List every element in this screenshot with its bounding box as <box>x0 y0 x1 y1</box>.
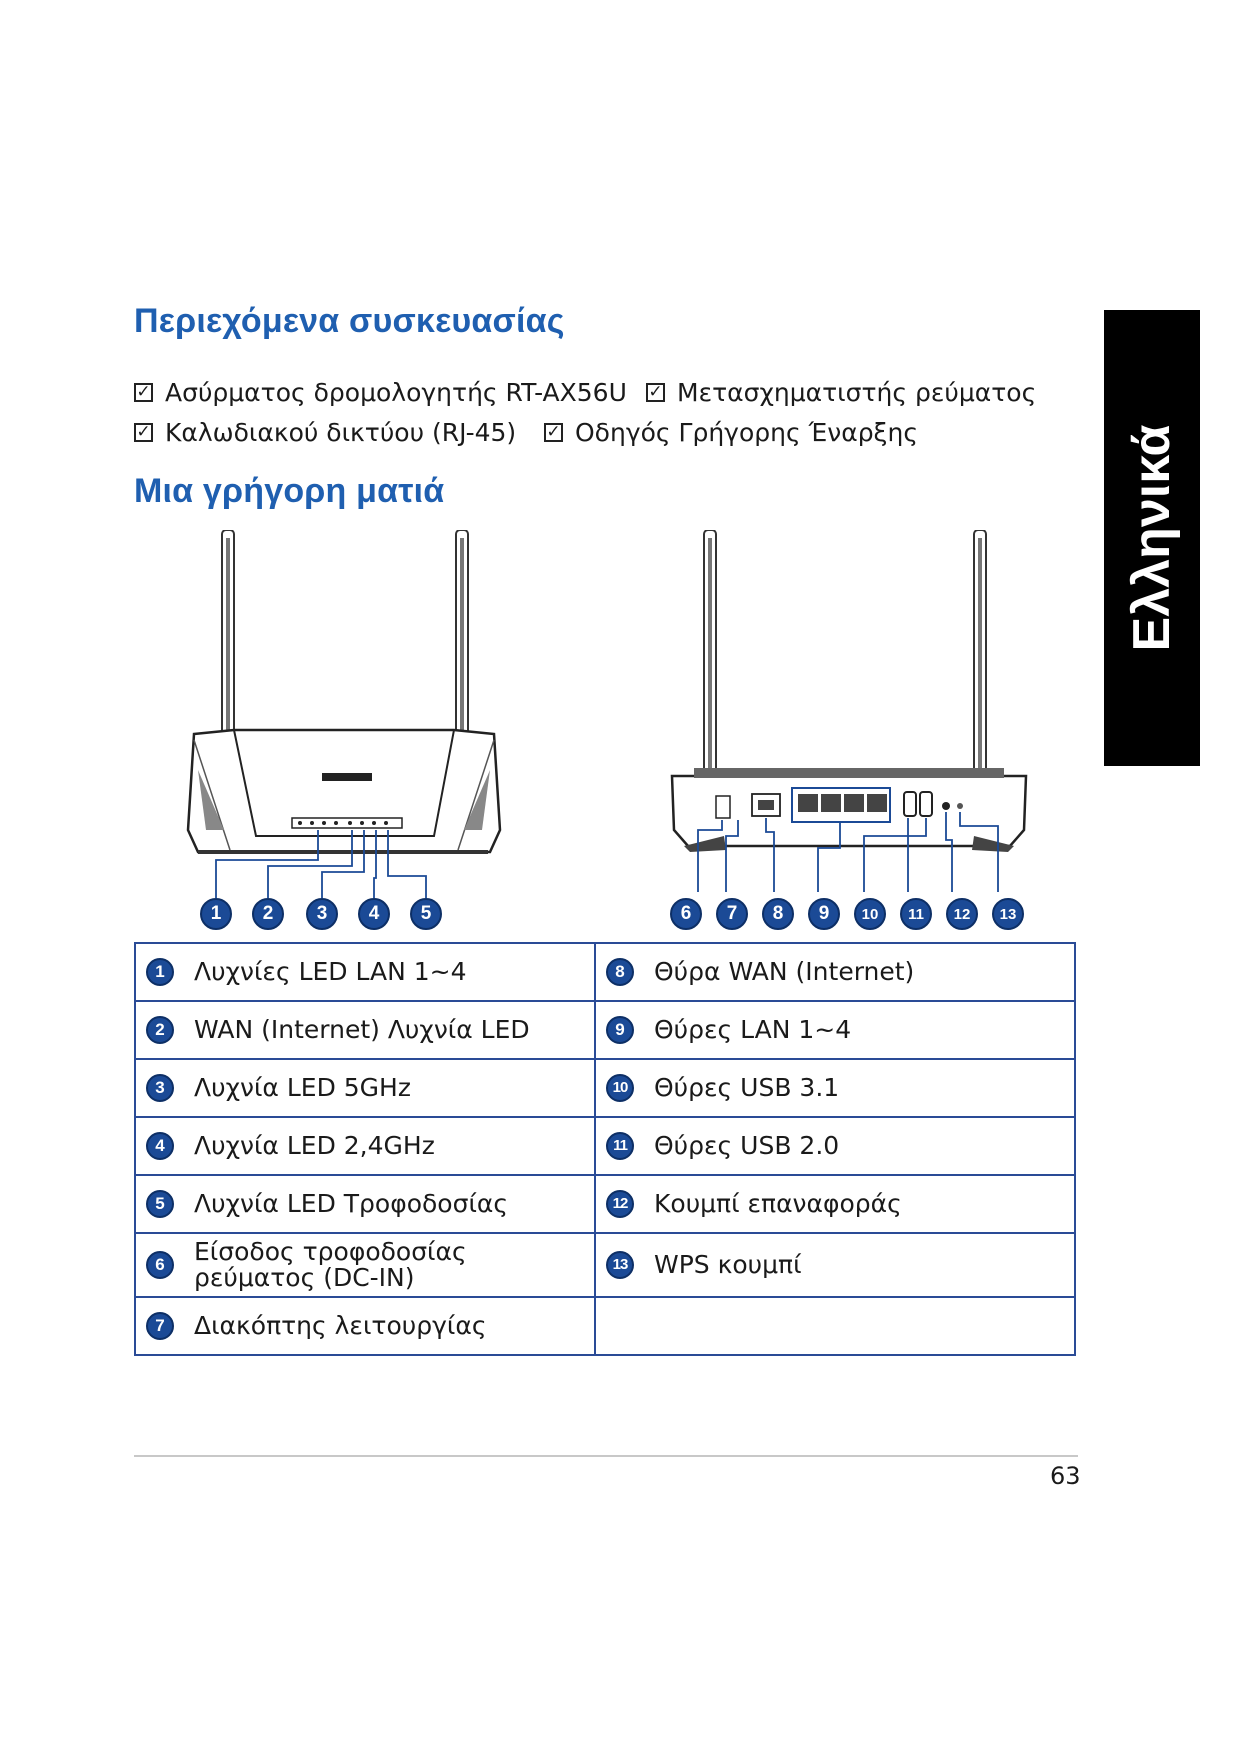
table-row <box>135 1175 1075 1233</box>
legend-cell <box>595 1059 1075 1117</box>
legend-label: Λυχνίες LED LAN 1~4 <box>194 956 467 986</box>
legend-cell <box>135 943 595 1001</box>
language-label: Ελληνικά <box>1123 424 1181 652</box>
legend-label: Λυχνία LED 2,4GHz <box>194 1130 435 1160</box>
package-item-label: Ασύρματος δρομολογητής RT-AX56U <box>165 378 627 407</box>
package-item <box>646 378 1036 407</box>
router-front-illustration <box>134 530 504 920</box>
callout-8: 8 <box>762 898 794 930</box>
legend-cell <box>595 1297 1075 1355</box>
package-item <box>134 378 627 407</box>
callout-1: 1 <box>200 898 232 930</box>
legend-cell <box>135 1233 595 1297</box>
legend-number: 1 <box>146 958 174 986</box>
antenna-icon <box>222 530 234 750</box>
language-side-tab <box>1104 310 1200 766</box>
antenna-icon <box>704 530 716 800</box>
legend-label: Θύρες LAN 1~4 <box>654 1014 852 1044</box>
legend-number: 3 <box>146 1074 174 1102</box>
callout-3: 3 <box>306 898 338 930</box>
legend-cell <box>135 1059 595 1117</box>
legend-label: WAN (Internet) Λυχνία LED <box>194 1014 530 1044</box>
table-row <box>135 1059 1075 1117</box>
antenna-icon <box>456 530 468 750</box>
legend-cell <box>595 1175 1075 1233</box>
router-body-icon <box>188 730 500 854</box>
legend-cell <box>595 1233 1075 1297</box>
callout-2: 2 <box>252 898 284 930</box>
callout-13: 13 <box>992 898 1024 930</box>
callout-11: 11 <box>900 898 932 930</box>
table-row <box>135 1297 1075 1355</box>
router-body-icon <box>672 768 1026 852</box>
legend-label: Λυχνία LED Τροφοδοσίας <box>194 1188 509 1218</box>
checkbox-icon: ✓ <box>134 423 153 442</box>
legend-table <box>134 942 1076 1356</box>
legend-cell <box>135 1175 595 1233</box>
legend-number: 6 <box>146 1251 174 1279</box>
checkbox-icon: ✓ <box>134 383 153 402</box>
package-item-label: Οδηγός Γρήγορης Έναρξης <box>575 418 919 447</box>
legend-number: 11 <box>606 1132 634 1160</box>
callout-9: 9 <box>808 898 840 930</box>
table-row <box>135 1233 1075 1297</box>
package-item-label: Καλωδιακού δικτύου (RJ-45) <box>165 418 517 447</box>
legend-label: Κουμπί επαναφοράς <box>654 1188 902 1218</box>
legend-number: 8 <box>606 958 634 986</box>
legend-label: Είσοδος τροφοδοσίας ρεύματος (DC-IN) <box>194 1236 467 1292</box>
legend-label: Θύρες USB 3.1 <box>654 1072 840 1102</box>
legend-cell <box>595 943 1075 1001</box>
legend-number: 7 <box>146 1312 174 1340</box>
package-item <box>134 418 516 447</box>
legend-label: Θύρες USB 2.0 <box>654 1130 840 1160</box>
legend-cell <box>135 1297 595 1355</box>
checkbox-icon: ✓ <box>544 423 563 442</box>
legend-number: 12 <box>606 1190 634 1218</box>
legend-cell <box>595 1001 1075 1059</box>
legend-cell <box>595 1117 1075 1175</box>
package-item-label: Μετασχηματιστής ρεύματος <box>677 378 1037 407</box>
callout-5: 5 <box>410 898 442 930</box>
legend-number: 9 <box>606 1016 634 1044</box>
package-contents-heading: Περιεχόμενα συσκευασίας <box>134 302 565 340</box>
legend-label: Λυχνία LED 5GHz <box>194 1072 411 1102</box>
legend-number: 4 <box>146 1132 174 1160</box>
table-row <box>135 1001 1075 1059</box>
antenna-icon <box>974 530 986 800</box>
callout-12: 12 <box>946 898 978 930</box>
legend-number: 10 <box>606 1074 634 1102</box>
legend-label: Θύρα WAN (Internet) <box>654 956 915 986</box>
callout-4: 4 <box>358 898 390 930</box>
router-back-illustration <box>654 530 1044 920</box>
callout-7: 7 <box>716 898 748 930</box>
page-number: 63 <box>1050 1462 1081 1490</box>
legend-number: 2 <box>146 1016 174 1044</box>
callout-6: 6 <box>670 898 702 930</box>
quick-look-heading: Μια γρήγορη ματιά <box>134 472 445 510</box>
legend-label: Διακόπτης λειτουργίας <box>194 1310 487 1340</box>
callout-10: 10 <box>854 898 886 930</box>
checkbox-icon: ✓ <box>646 383 665 402</box>
legend-cell <box>135 1001 595 1059</box>
legend-label: WPS κουμπί <box>654 1249 802 1279</box>
table-row <box>135 943 1075 1001</box>
legend-number: 5 <box>146 1190 174 1218</box>
legend-cell <box>135 1117 595 1175</box>
footer-divider <box>134 1455 1078 1457</box>
package-item <box>544 418 918 447</box>
table-row <box>135 1117 1075 1175</box>
legend-number: 13 <box>606 1251 634 1279</box>
